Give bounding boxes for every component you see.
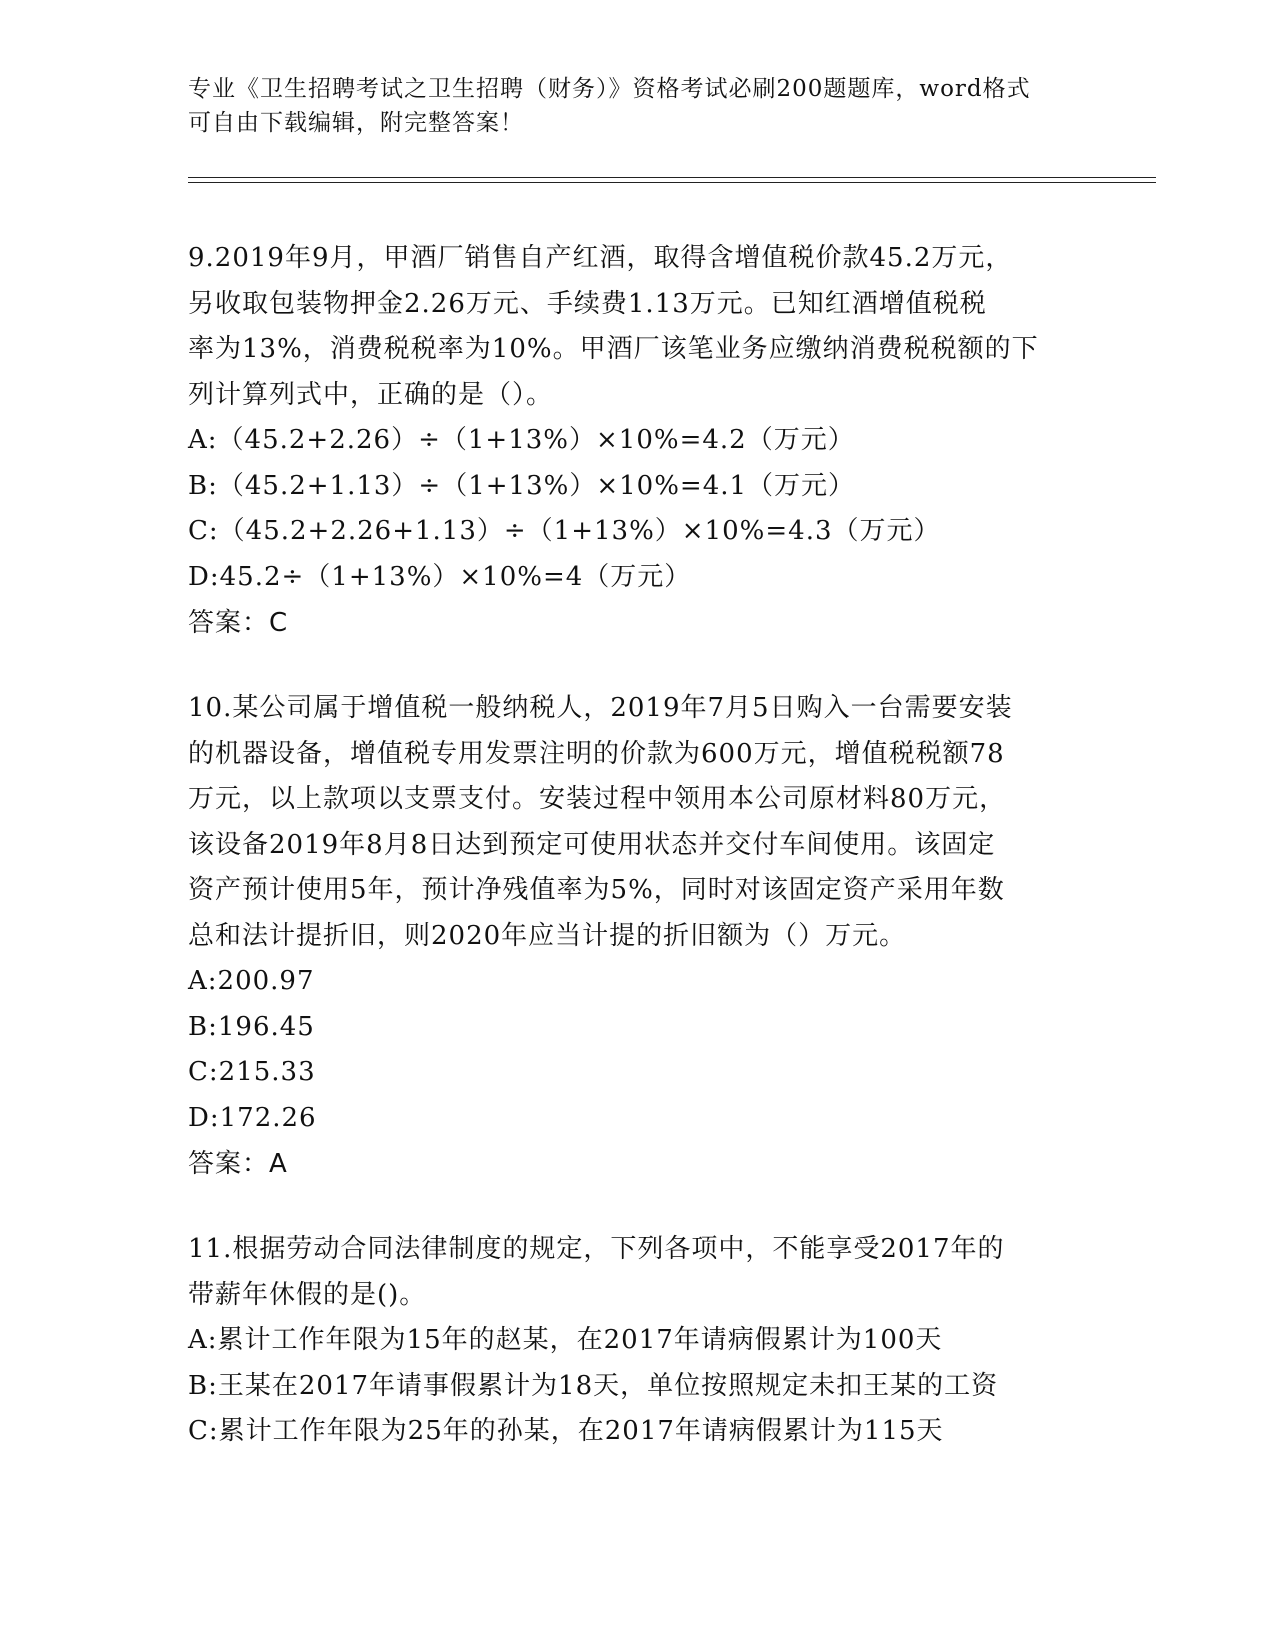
question-text-line: 10.某公司属于增值税一般纳税人，2019年7月5日购入一台需要安装 xyxy=(188,693,1013,723)
option-d: D:45.2÷（1+13%）×10%=4（万元） xyxy=(188,561,692,592)
question-text-line: 资产预计使用5年，预计净残值率为5%，同时对该固定资产采用年数 xyxy=(188,875,1005,905)
question-text-line: 的机器设备，增值税专用发票注明的价款为600万元，增值税税额78 xyxy=(188,738,1005,769)
option-c: C:（45.2+2.26+1.13）÷（1+13%）×10%=4.3（万元） xyxy=(188,516,941,546)
question-text-line: 万元，以上款项以支票支付。安装过程中领用本公司原材料80万元， xyxy=(188,784,1007,814)
question-11 xyxy=(188,1227,1088,1455)
question-text-line: 另收取包装物押金2.26万元、手续费1.13万元。已知红酒增值税税 xyxy=(188,288,987,319)
option-a: A:200.97 xyxy=(188,966,315,996)
answer-label: 答案：C xyxy=(188,608,289,638)
question-text-line: 率为13%，消费税税率为10%。甲酒厂该笔业务应缴纳消费税税额的下 xyxy=(188,334,1039,364)
option-a: A:累计工作年限为15年的赵某，在2017年请病假累计为100天 xyxy=(188,1325,943,1355)
question-10 xyxy=(188,686,1088,1187)
header-line-1: 专业《卫生招聘考试之卫生招聘（财务）》资格考试必刷200题题库，word格式 xyxy=(188,76,1031,102)
option-b: B:（45.2+1.13）÷（1+13%）×10%=4.1（万元） xyxy=(188,470,856,501)
question-text-line: 9.2019年9月，甲酒厂销售自产红酒，取得含增值税价款45.2万元， xyxy=(188,243,1013,273)
question-text-line: 带薪年休假的是()。 xyxy=(188,1279,427,1310)
option-c: C:累计工作年限为25年的孙某，在2017年请病假累计为115天 xyxy=(188,1416,944,1446)
option-b: B:196.45 xyxy=(188,1011,315,1042)
question-text-line: 总和法计提折旧，则2020年应当计提的折旧额为（）万元。 xyxy=(188,920,907,951)
document-header xyxy=(188,72,1068,140)
question-list xyxy=(188,236,1088,1495)
question-text-line: 列计算列式中，正确的是（）。 xyxy=(188,379,554,410)
option-c: C:215.33 xyxy=(188,1057,316,1087)
option-a: A:（45.2+2.26）÷（1+13%）×10%=4.2（万元） xyxy=(188,425,855,455)
header-line-2: 可自由下载编辑，附完整答案！ xyxy=(188,110,524,136)
question-text-line: 11.根据劳动合同法律制度的规定，下列各项中，不能享受2017年的 xyxy=(188,1234,1005,1264)
question-9 xyxy=(188,236,1088,646)
header-divider-top xyxy=(188,177,1156,178)
header-divider-bottom xyxy=(188,182,1156,183)
option-d: D:172.26 xyxy=(188,1102,317,1133)
answer-label: 答案：A xyxy=(188,1149,288,1179)
option-b: B:王某在2017年请事假累计为18天，单位按照规定未扣王某的工资 xyxy=(188,1370,999,1401)
question-text-line: 该设备2019年8月8日达到预定可使用状态并交付车间使用。该固定 xyxy=(188,829,996,860)
